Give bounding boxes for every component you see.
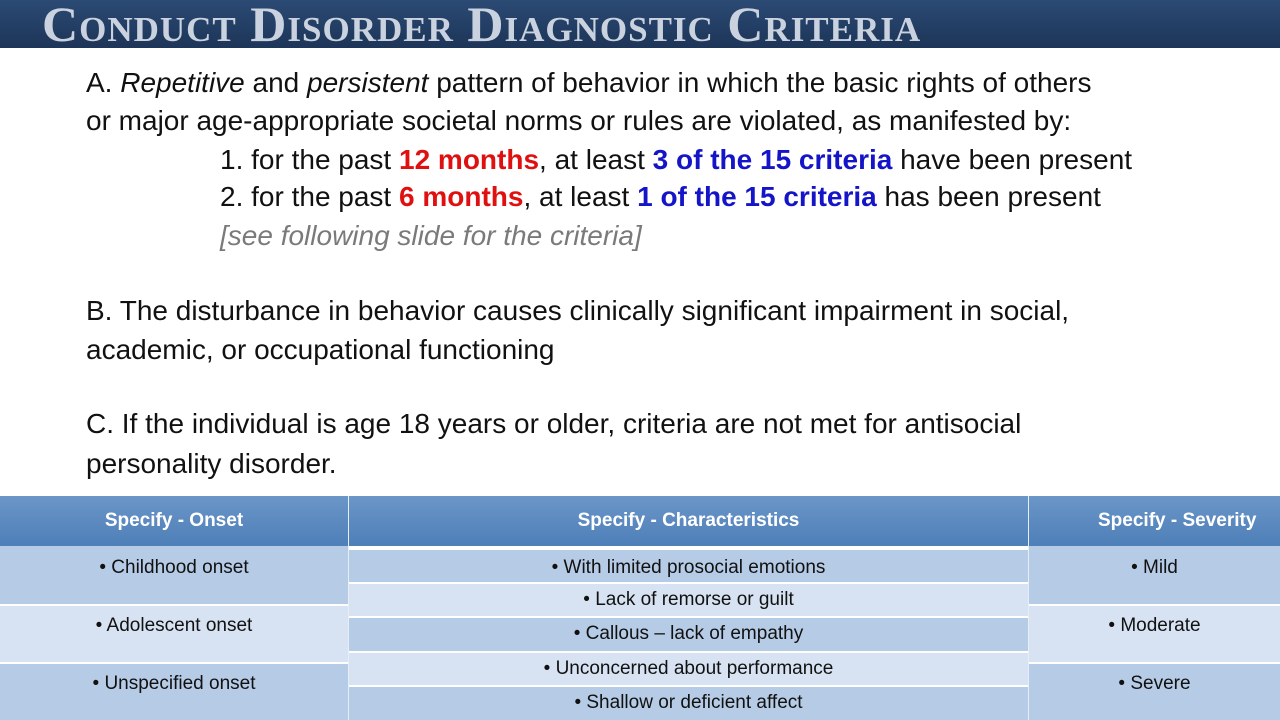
criterion-a-line1	[86, 64, 1091, 102]
emphasis-repetitive: Repetitive	[120, 67, 245, 98]
text-fragment: pattern of behavior in which the basic rights of others	[428, 67, 1092, 98]
criterion-c-line1: C. If the individual is age 18 years or older, criteria are not met for antisocial	[86, 408, 1022, 439]
criterion-a-item2	[220, 178, 1101, 216]
severity-item: • Severe	[1029, 662, 1280, 720]
characteristics-item: • Lack of remorse or guilt	[349, 582, 1028, 616]
criterion-a-item1	[220, 141, 1132, 179]
text-fragment: , at least	[523, 181, 638, 212]
text-fragment: has been present	[876, 181, 1101, 212]
onset-item: • Childhood onset	[0, 546, 348, 604]
duration-highlight: 6 months	[399, 181, 524, 212]
onset-column	[0, 496, 348, 720]
text-fragment: and	[244, 67, 308, 98]
text-fragment: 1. for the past	[220, 144, 399, 175]
criterion-a-line2: or major age-appropriate societal norms or rules are violated, as manifested by:	[86, 105, 1072, 136]
duration-highlight: 12 months	[399, 144, 540, 175]
criterion-b-line1: B. The disturbance in behavior causes clinically significant impairment in social,	[86, 295, 1070, 326]
characteristics-header: Specify - Characteristics	[349, 496, 1028, 546]
criterion-b-line2: academic, or occupational functioning	[86, 334, 555, 365]
criteria-count-highlight: 1 of the 15 criteria	[637, 181, 877, 212]
title-bar	[0, 0, 1280, 48]
onset-item: • Adolescent onset	[0, 604, 348, 662]
specifier-table	[0, 496, 1280, 720]
characteristics-item: • With limited prosocial emotions	[349, 546, 1028, 582]
text-fragment: 2. for the past	[220, 181, 399, 212]
severity-header: Specify - Severity	[1029, 496, 1280, 546]
criterion-a-label: A.	[86, 67, 121, 98]
characteristics-column	[348, 496, 1028, 720]
onset-item: • Unspecified onset	[0, 662, 348, 720]
criterion-c-line2: personality disorder.	[86, 448, 337, 479]
characteristics-item: • Callous – lack of empathy	[349, 616, 1028, 651]
text-fragment: , at least	[539, 144, 653, 175]
characteristics-item: • Unconcerned about performance	[349, 651, 1028, 685]
severity-column	[1028, 496, 1280, 720]
slide-title: Conduct Disorder Diagnostic Criteria	[42, 0, 922, 48]
severity-item: • Mild	[1029, 546, 1280, 604]
characteristics-item: • Shallow or deficient affect	[349, 685, 1028, 720]
criteria-count-highlight: 3 of the 15 criteria	[652, 144, 893, 175]
criteria-note: [see following slide for the criteria]	[220, 220, 642, 251]
emphasis-persistent: persistent	[307, 67, 429, 98]
onset-header: Specify - Onset	[0, 496, 348, 546]
severity-item: • Moderate	[1029, 604, 1280, 662]
text-fragment: have been present	[892, 144, 1133, 175]
